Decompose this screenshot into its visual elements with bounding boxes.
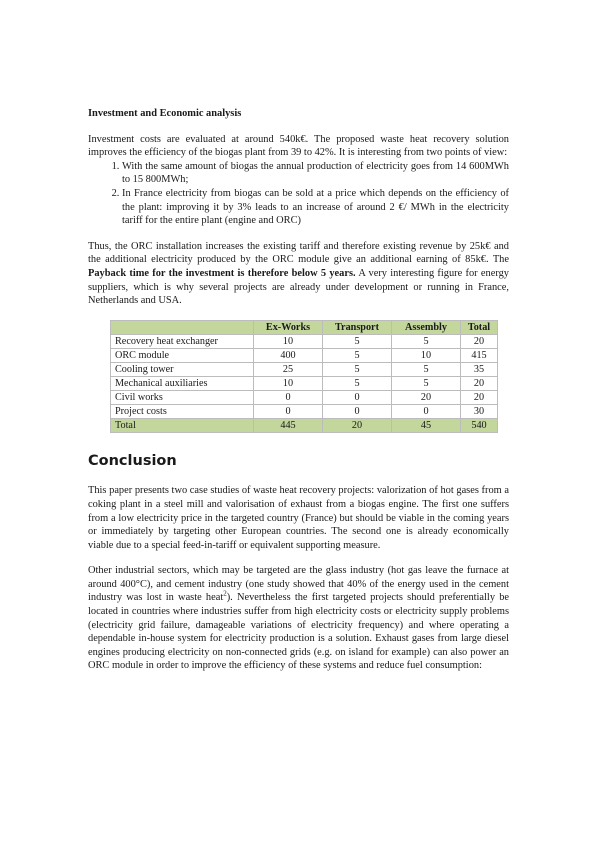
conclusion-paragraph-2 <box>88 564 509 673</box>
table-row <box>111 404 498 418</box>
payback-highlight: Payback time for the investment is therefore below 5 years. <box>88 267 356 279</box>
table-cell: 10 <box>254 334 323 348</box>
conclusion-heading: Conclusion <box>88 452 177 469</box>
table-cell: 5 <box>392 334 461 348</box>
table-cell: 20 <box>461 376 498 390</box>
table-cell: ORC module <box>111 348 254 362</box>
investment-table <box>110 320 498 433</box>
list-item: 2. In France electricity from biogas can be sold at a price which depends on the efficiency of the plant: improving it by 3% leads to an increase of around 2 €/ MWh in the electricity tariff for the entire plant (engine and ORC) <box>122 187 509 228</box>
table-cell: 5 <box>323 334 392 348</box>
table-cell: Civil works <box>111 390 254 404</box>
table-cell: Total <box>111 418 254 432</box>
section-heading: Investment and Economic analysis <box>88 108 242 119</box>
table-row <box>111 390 498 404</box>
table-cell: 20 <box>323 418 392 432</box>
table-row <box>111 348 498 362</box>
table-cell: 0 <box>254 390 323 404</box>
table-total-row <box>111 418 498 432</box>
table-header: Ex-Works <box>254 320 323 334</box>
table-header-row <box>111 320 498 334</box>
points-list <box>88 160 509 228</box>
conclusion-text-b: ). Nevertheless the first targeted projects should preferentially be located in countries where industries suffer from high electricity costs or electricity supply problems (electricity grid failure, damageable variations of electricity frequency) and where operating a dependable in-house system for electricity production is a solution. Exhaust gases from large diesel engines producing electricity on non-connected grids (e.g. on island for example) can also power an ORC module in order to improve the efficiency of these systems and reduce fuel consumption: <box>88 592 510 672</box>
table-cell: 10 <box>392 348 461 362</box>
table-cell: 5 <box>392 376 461 390</box>
table-header: Transport <box>323 320 392 334</box>
table-cell: Cooling tower <box>111 362 254 376</box>
table-cell: 540 <box>461 418 498 432</box>
table-cell: 415 <box>461 348 498 362</box>
table-cell: 0 <box>254 404 323 418</box>
table-cell: 20 <box>392 390 461 404</box>
table-cell: 25 <box>254 362 323 376</box>
table-cell: Recovery heat exchanger <box>111 334 254 348</box>
table-cell: 5 <box>323 348 392 362</box>
table-cell: 20 <box>461 334 498 348</box>
intro-paragraph: Investment costs are evaluated at around 540k€. The proposed waste heat recovery solution improves the efficiency of the biogas plant from 39 to 42%. It is interesting from two points of view: <box>88 133 509 159</box>
table-cell: 445 <box>254 418 323 432</box>
table-cell: 35 <box>461 362 498 376</box>
table-cell: Project costs <box>111 404 254 418</box>
table-cell: 0 <box>392 404 461 418</box>
table-row <box>111 362 498 376</box>
table-header <box>111 320 254 334</box>
table-cell: 20 <box>461 390 498 404</box>
table-cell: 30 <box>461 404 498 418</box>
table-cell: 45 <box>392 418 461 432</box>
table-row <box>111 376 498 390</box>
table-cell: Mechanical auxiliaries <box>111 376 254 390</box>
list-item: 1. With the same amount of biogas the annual production of electricity goes from 14 600MWh to 15 800MWh; <box>122 160 509 187</box>
document-page <box>88 107 509 673</box>
footnote-ref: 2 <box>223 590 227 598</box>
table-cell: 10 <box>254 376 323 390</box>
table-cell: 0 <box>323 404 392 418</box>
payback-text: Thus, the ORC installation increases the existing tariff and therefore existing revenue by 25k€ and the additional electricity produced by the ORC module give an additional earning of 85k€. The <box>88 240 509 266</box>
payback-paragraph <box>88 240 509 308</box>
conclusion-paragraph-1: This paper presents two case studies of waste heat recovery projects: valorization of hot gases from a coking plant in a steel mill and valorisation of exhaust from a biogas engine. The first one suffers from a low electricity price in the targeted country (France) but should be viable in the coming years or immediately by targeting other European countries. The second one is already economically viable due to a special feed-in-tariff or equivalent supporting measure. <box>88 485 509 551</box>
table-cell: 400 <box>254 348 323 362</box>
table-header: Assembly <box>392 320 461 334</box>
table-cell: 5 <box>323 362 392 376</box>
table-header: Total <box>461 320 498 334</box>
table-cell: 0 <box>323 390 392 404</box>
payback-tail: A very interesting figure for energy suppliers, which is why several projects are already under development or running in France, Netherlands and USA. <box>88 267 509 307</box>
conclusion-text-a: Other industrial sectors, which may be targeted are the glass industry (hot gas leave the furnace at around 400°C), and cement industry (one study showed that 40% of the energy used in the cement industry was lost in waste heat <box>88 565 509 604</box>
table-cell: 5 <box>392 362 461 376</box>
table-cell: 5 <box>323 376 392 390</box>
table-row <box>111 334 498 348</box>
